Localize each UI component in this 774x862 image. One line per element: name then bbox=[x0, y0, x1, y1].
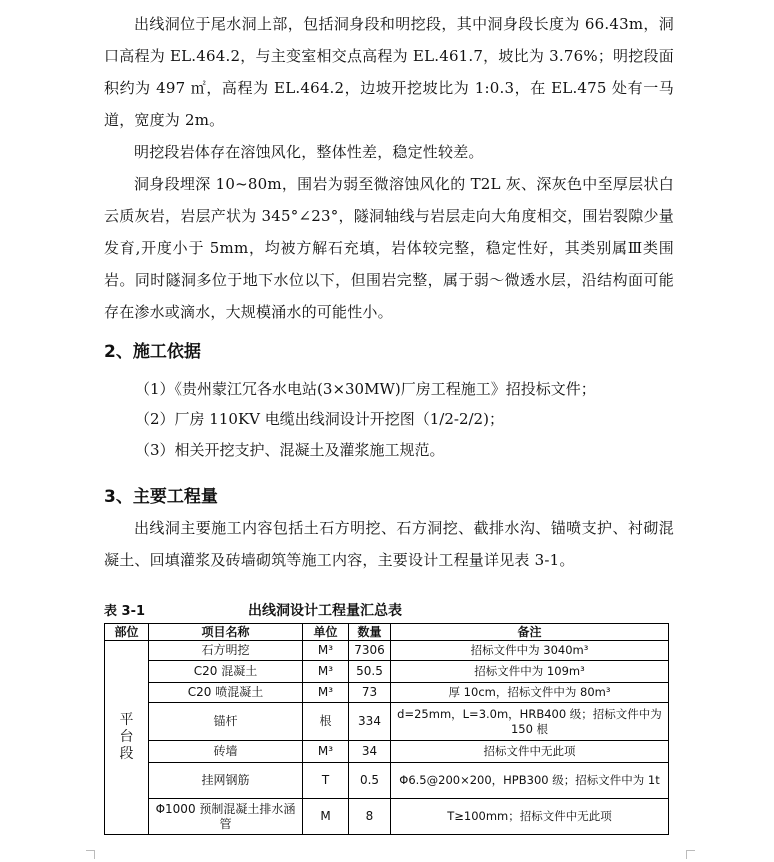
section-heading-main-quantities: 3、主要工程量 bbox=[104, 487, 218, 507]
table-label: 表 3-1 bbox=[104, 604, 146, 619]
page-corner-mark-left bbox=[86, 850, 95, 859]
cell-name: 石方明挖 bbox=[149, 641, 303, 661]
table-row bbox=[105, 641, 669, 661]
cell-unit: M bbox=[303, 799, 349, 835]
cell-qty: 7306 bbox=[349, 641, 391, 661]
paragraph-open-cut-rock: 明挖段岩体存在溶蚀风化，整体性差，稳定性较差。 bbox=[134, 143, 484, 161]
cell-note: 招标文件中为 109m³ bbox=[391, 661, 669, 683]
cell-note: 厚 10cm，招标文件中为 80m³ bbox=[391, 683, 669, 703]
table-row bbox=[105, 703, 669, 741]
cell-name: 砖墙 bbox=[149, 741, 303, 763]
cell-name: 挂网钢筋 bbox=[149, 763, 303, 799]
cell-name: Φ1000 预制混凝土排水涵管 bbox=[149, 799, 303, 835]
paragraph-outlet-tunnel-overview: 出线洞位于尾水洞上部，包括洞身段和明挖段，其中洞身段长度为 66.43m，洞口高程为 EL.464.2，与主变室相交点高程为 EL.461.7，坡比为 3.76%；明挖段面积约为 497 ㎡，高程为 EL.464.2，边坡开挖坡比为 1:0.3，在 EL.475 处有一马道，宽度为 2m。 bbox=[104, 15, 674, 129]
cell-note: 招标文件中为 3040m³ bbox=[391, 641, 669, 661]
cell-qty: 34 bbox=[349, 741, 391, 763]
cell-note: 招标文件中无此项 bbox=[391, 741, 669, 763]
basis-item: （1）《贵州蒙江冗各水电站(3×30MW)厂房工程施工》招投标文件； bbox=[135, 380, 596, 398]
cell-qty: 50.5 bbox=[349, 661, 391, 683]
cell-note: T≥100mm；招标文件中无此项 bbox=[391, 799, 669, 835]
table-row bbox=[105, 799, 669, 835]
table-row bbox=[105, 763, 669, 799]
table-title: 出线洞设计工程量汇总表 bbox=[248, 603, 402, 619]
table-header-row bbox=[105, 624, 669, 641]
cell-name: C20 喷混凝土 bbox=[149, 683, 303, 703]
cell-name: 锚杆 bbox=[149, 703, 303, 741]
basis-item: （3）相关开挖支护、混凝土及灌浆施工规范。 bbox=[135, 441, 445, 459]
paragraph-tunnel-geology: 洞身段埋深 10~80m，围岩为弱至微溶蚀风化的 T2L 灰、深灰色中至厚层状白云质灰岩，岩层产状为 345°∠23°，隧洞轴线与岩层走向大角度相交，围岩裂隙少量发育,开度小于 5mm，均被方解石充填，岩体较完整，稳定性好，其类别属Ⅲ类围岩。同时隧洞多位于地下水位以下，但围岩完整，属于弱～微透水层，沿结构面可能存在渗水或滴水，大规模涌水的可能性小。 bbox=[104, 175, 674, 321]
cell-name: C20 混凝土 bbox=[149, 661, 303, 683]
page-corner-mark-right bbox=[686, 850, 695, 859]
cell-qty: 73 bbox=[349, 683, 391, 703]
cell-qty: 8 bbox=[349, 799, 391, 835]
cell-qty: 0.5 bbox=[349, 763, 391, 799]
cell-unit: M³ bbox=[303, 641, 349, 661]
cell-unit: 根 bbox=[303, 703, 349, 741]
group-cell-platform: 平 台 段 bbox=[105, 641, 149, 835]
basis-item: （2）厂房 110KV 电缆出线洞设计开挖图（1/2-2/2)； bbox=[135, 410, 504, 428]
cell-unit: T bbox=[303, 763, 349, 799]
cell-note: Φ6.5@200×200，HPB300 级；招标文件中为 1t bbox=[391, 763, 669, 799]
cell-unit: M³ bbox=[303, 661, 349, 683]
header-unit: 单位 bbox=[303, 624, 349, 641]
header-remark: 备注 bbox=[391, 624, 669, 641]
table-row bbox=[105, 683, 669, 703]
cell-unit: M³ bbox=[303, 683, 349, 703]
paragraph-main-quantities: 出线洞主要施工内容包括土石方明挖、石方洞挖、截排水沟、锚喷支护、衬砌混凝土、回填灌浆及砖墙砌筑等施工内容，主要设计工程量详见表 3-1。 bbox=[104, 519, 674, 569]
section-heading-construction-basis: 2、施工依据 bbox=[104, 342, 201, 362]
quantity-table bbox=[104, 623, 669, 835]
header-part: 部位 bbox=[105, 624, 149, 641]
table-row bbox=[105, 661, 669, 683]
header-item-name: 项目名称 bbox=[149, 624, 303, 641]
cell-unit: M³ bbox=[303, 741, 349, 763]
cell-qty: 334 bbox=[349, 703, 391, 741]
header-quantity: 数量 bbox=[349, 624, 391, 641]
table-row bbox=[105, 741, 669, 763]
cell-note: d=25mm，L=3.0m，HRB400 级；招标文件中为 150 根 bbox=[391, 703, 669, 741]
